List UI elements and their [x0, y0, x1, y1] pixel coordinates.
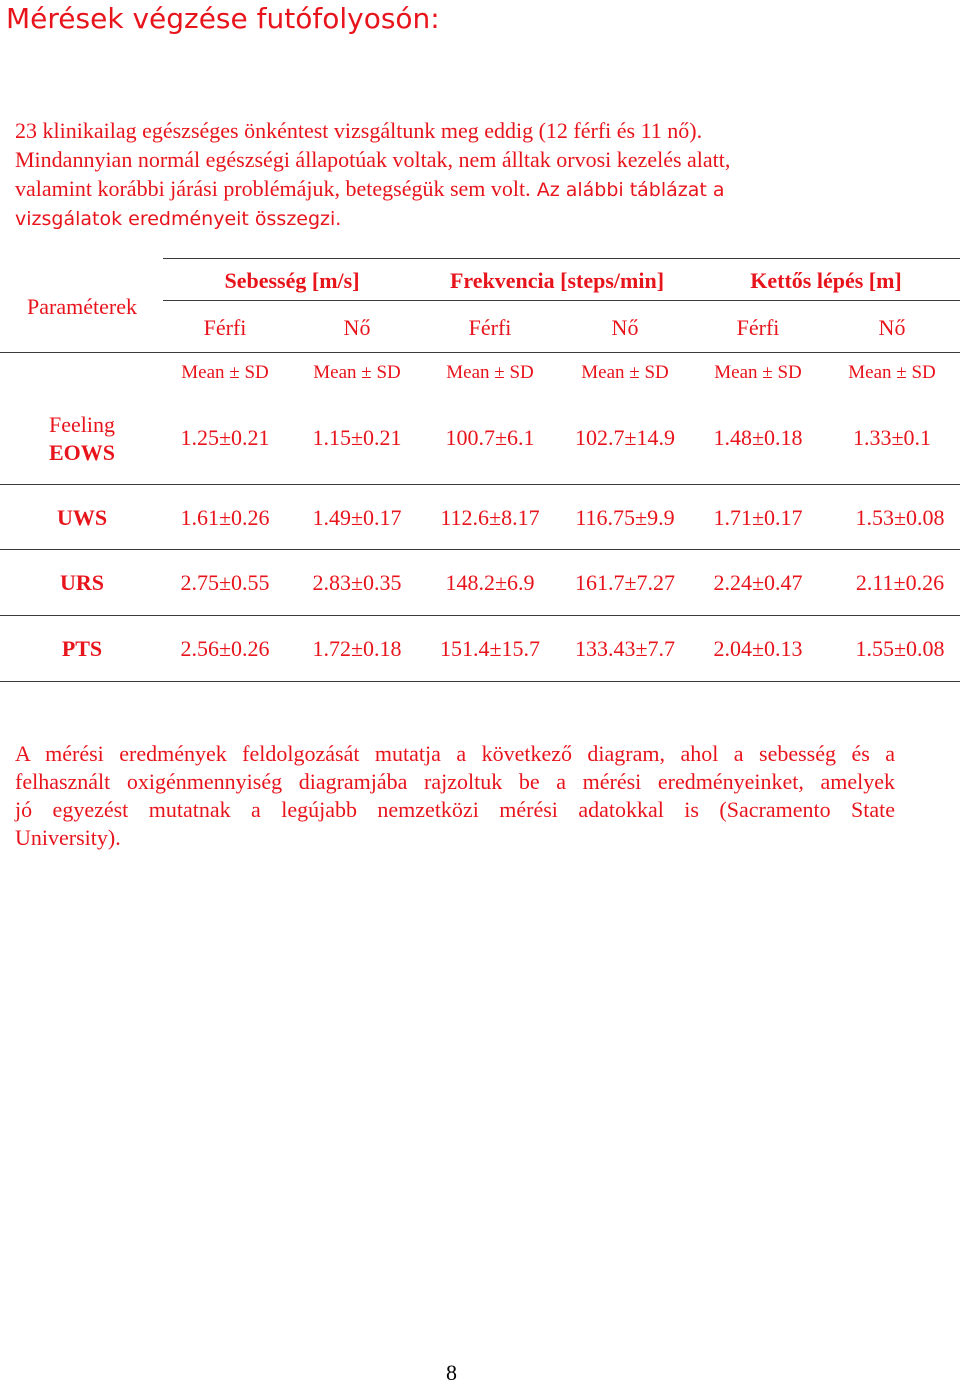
table-cell: 2.56±0.26 [180, 636, 270, 661]
table-cell: 1.15±0.21 [312, 425, 402, 450]
page-number: 8 [446, 1360, 457, 1385]
row-label-top: Feeling [49, 412, 115, 437]
page-title: Mérések végzése futófolyosón: [6, 2, 440, 35]
table-rule [0, 352, 960, 353]
sex-header: Nő [343, 315, 371, 340]
table-cell: 2.24±0.47 [713, 570, 803, 595]
stat-label: Mean ± SD [446, 362, 534, 383]
table-cell: 1.53±0.08 [855, 505, 945, 530]
results-table [0, 258, 960, 684]
intro-line [15, 174, 895, 205]
table-cell: 2.11±0.26 [855, 570, 945, 595]
outro-line: felhasznált oxigénmennyiség diagramjába rajzoltuk be a mérési eredményeinket, amelyek [15, 769, 895, 794]
row-label-urs: URS [59, 570, 105, 595]
table-cell: 148.2±6.9 [445, 570, 535, 595]
stat-label: Mean ± SD [181, 362, 269, 383]
intro-paragraph [15, 116, 895, 234]
stat-label: Mean ± SD [714, 362, 802, 383]
table-cell: 112.6±8.17 [440, 505, 540, 530]
intro-line: vizsgálatok eredményeit összegzi. [15, 208, 342, 230]
table-cell: 133.43±7.7 [574, 636, 676, 661]
group-header-frequency: Frekvencia [steps/min] [449, 268, 665, 293]
table-rule [0, 681, 960, 682]
row-label-uws: UWS [56, 505, 108, 530]
table-cell: 1.25±0.21 [180, 425, 270, 450]
outro-line: jó egyezést mutatnak a legújabb nemzetközi mérési adatokkal is (Sacramento State [15, 797, 895, 822]
table-cell: 161.7±7.27 [574, 570, 676, 595]
table-rule [163, 258, 960, 259]
row-label-bottom: EOWS [48, 440, 116, 465]
table-cell: 1.48±0.18 [713, 425, 803, 450]
table-rule [0, 484, 960, 485]
table-cell: 2.75±0.55 [180, 570, 270, 595]
sex-header: Nő [611, 315, 639, 340]
stat-label: Mean ± SD [848, 362, 936, 383]
sex-header: Nő [878, 315, 906, 340]
table-cell: 1.61±0.26 [180, 505, 270, 530]
table-cell: 116.75±9.9 [575, 505, 675, 530]
table-cell: 1.49±0.17 [312, 505, 402, 530]
table-cell: 102.7±14.9 [574, 425, 676, 450]
sex-header: Férfi [736, 315, 780, 340]
sex-header: Férfi [468, 315, 512, 340]
intro-line: 23 klinikailag egészséges önkéntest vizsgáltunk meg eddig (12 férfi és 11 nő). [15, 118, 703, 143]
group-header-speed: Sebesség [m/s] [224, 268, 360, 293]
outro-paragraph [15, 740, 895, 852]
table-rule [0, 615, 960, 616]
param-header: Paraméterek [27, 294, 137, 319]
intro-line-part: valamint korábbi járási problémájuk, betegségük sem volt. [15, 176, 531, 201]
table-cell: 2.04±0.13 [713, 636, 803, 661]
table-cell: 1.55±0.08 [855, 636, 945, 661]
table-rule [0, 549, 960, 550]
intro-line-part: Az alábbi táblázat a [530, 179, 725, 201]
outro-line: University). [15, 825, 121, 850]
intro-line: Mindannyian normál egészségi állapotúak voltak, nem álltak orvosi kezelés alatt, [15, 147, 731, 172]
stat-label: Mean ± SD [313, 362, 401, 383]
outro-line: A mérési eredmények feldolgozását mutatja a következő diagram, ahol a sebesség és a [15, 741, 895, 766]
table-cell: 1.33±0.1 [852, 425, 932, 450]
table-cell: 151.4±15.7 [439, 636, 541, 661]
row-label-pts: PTS [61, 636, 103, 661]
table-cell: 100.7±6.1 [445, 425, 535, 450]
table-cell: 1.72±0.18 [312, 636, 402, 661]
table-rule [163, 300, 960, 301]
sex-header: Férfi [203, 315, 247, 340]
table-cell: 1.71±0.17 [713, 505, 803, 530]
group-header-stride: Kettős lépés [m] [750, 268, 902, 293]
stat-label: Mean ± SD [581, 362, 669, 383]
table-cell: 2.83±0.35 [312, 570, 402, 595]
row-label-eows [49, 411, 115, 467]
